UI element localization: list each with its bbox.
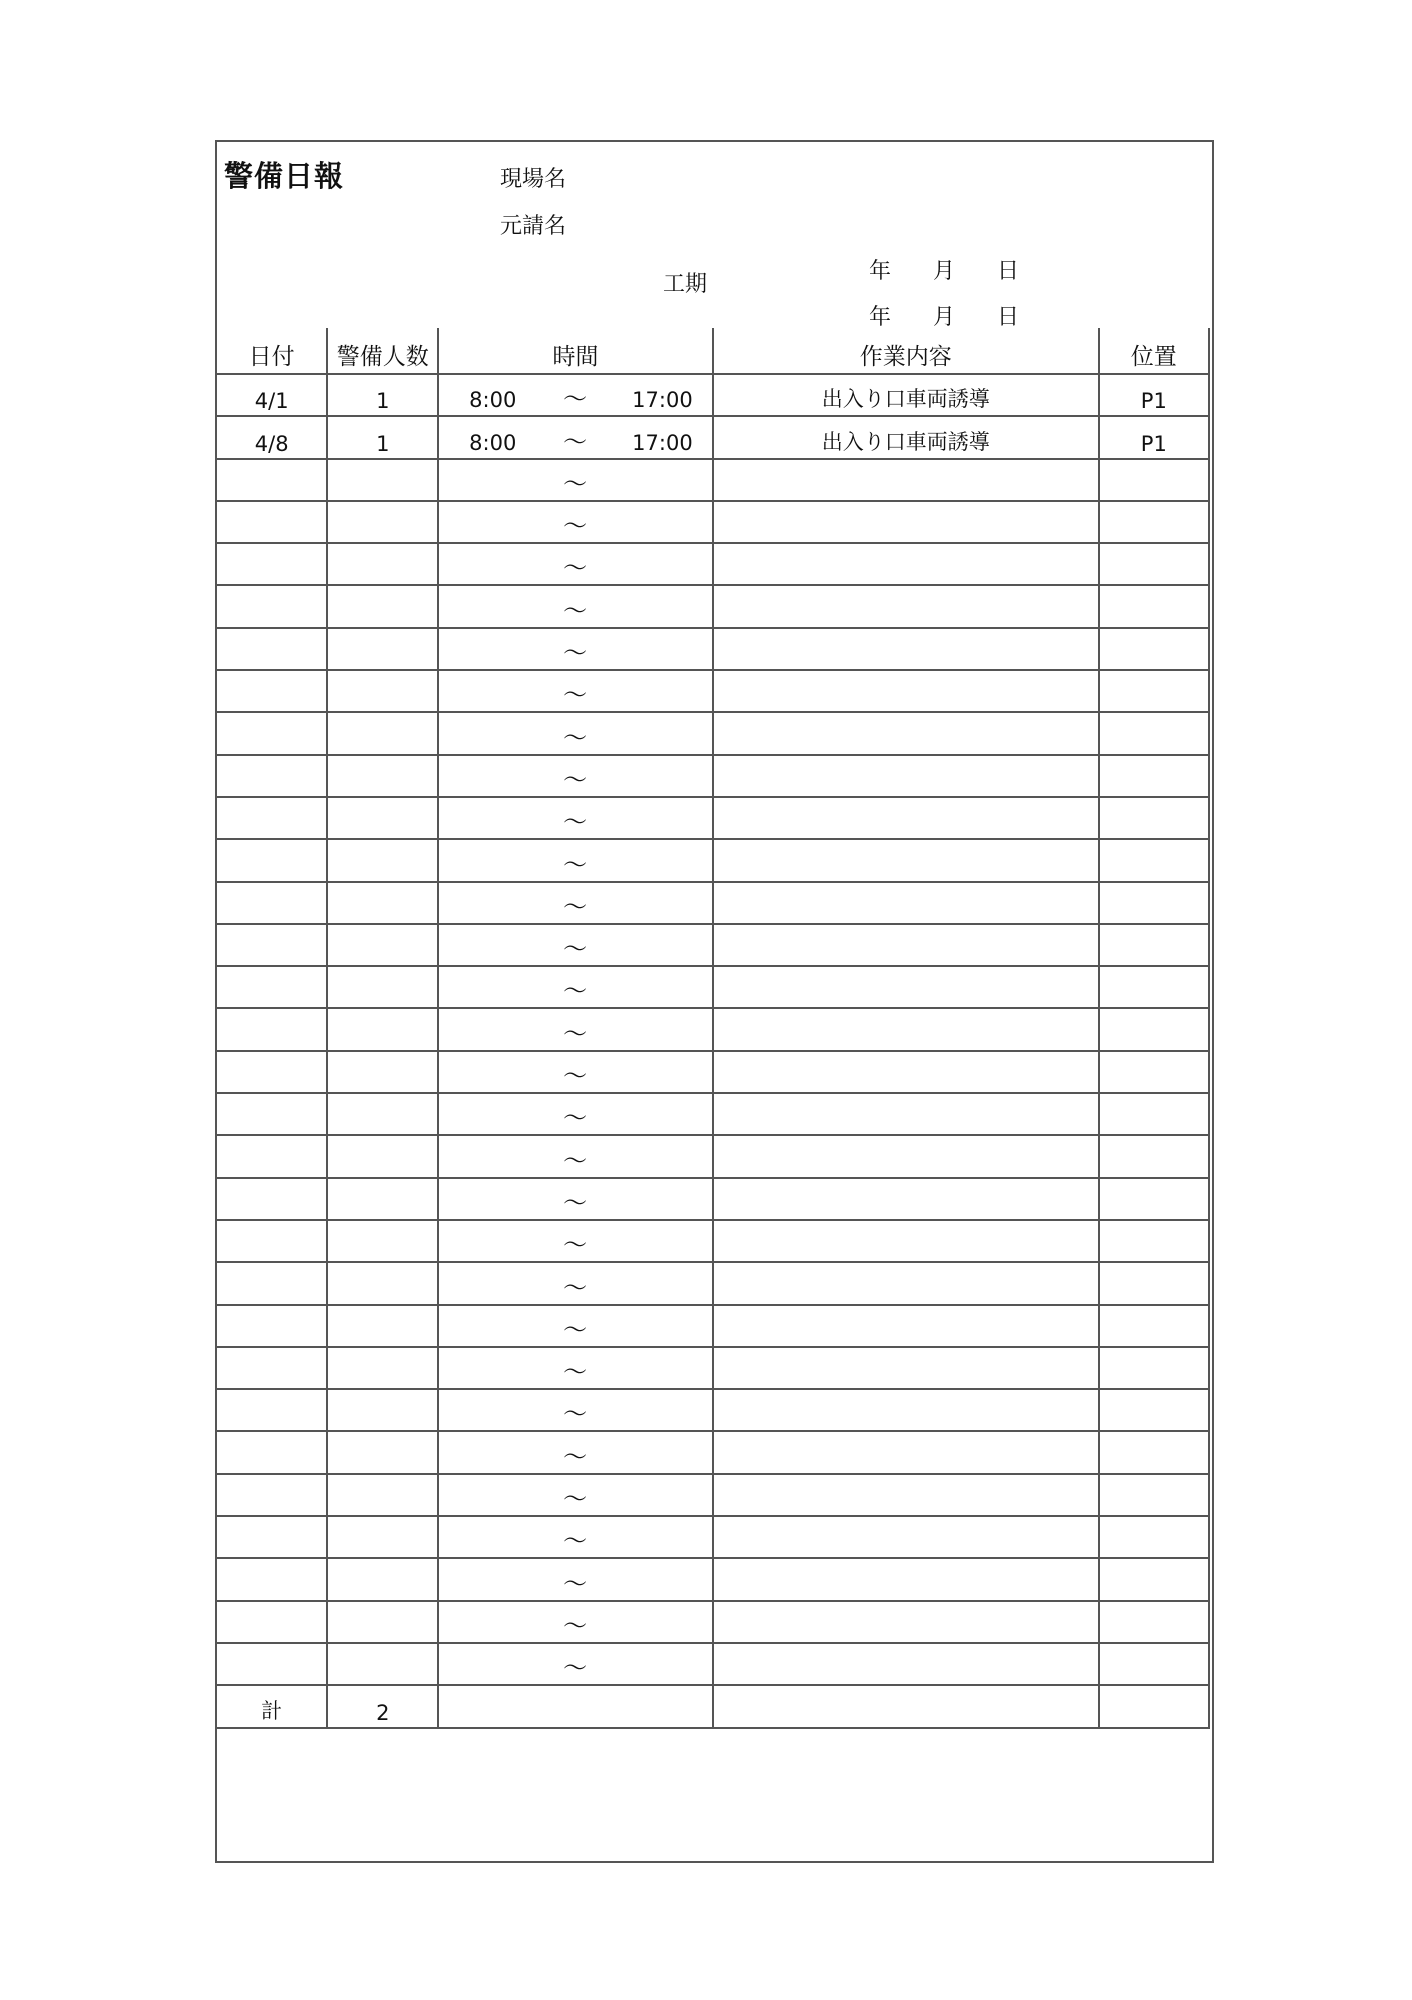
time-end: 17:00 [632, 388, 693, 413]
cell-work [713, 459, 1099, 501]
cell-position: P1 [1099, 374, 1209, 416]
cell-date [216, 628, 327, 670]
period-start-date: 年 月 日 [869, 259, 1019, 284]
cell-guard-count [327, 839, 438, 881]
cell-work [713, 1643, 1099, 1685]
time-end: 17:00 [632, 430, 693, 455]
time-separator: ～ [563, 596, 588, 625]
cell-guard-count [327, 755, 438, 797]
cell-guard-count [327, 1431, 438, 1473]
cell-time [438, 416, 713, 458]
cell-position [1099, 1262, 1209, 1304]
cell-date [216, 1558, 327, 1600]
table-row [216, 543, 1209, 585]
table-row [216, 1474, 1209, 1516]
cell-position [1099, 1516, 1209, 1558]
cell-date: 4/1 [216, 374, 327, 416]
table-row [216, 1262, 1209, 1304]
cell-work [713, 1051, 1099, 1093]
cell-guard-count [327, 1220, 438, 1262]
guard-daily-report-sheet [215, 140, 1214, 1863]
table-row [216, 1558, 1209, 1600]
cell-date [216, 1093, 327, 1135]
cell-position [1099, 1135, 1209, 1177]
cell-work [713, 1516, 1099, 1558]
table-header-row [216, 328, 1209, 374]
table-row [216, 1008, 1209, 1050]
cell-position [1099, 1305, 1209, 1347]
period-end-date: 年 月 日 [869, 305, 1019, 330]
cell-time [438, 1601, 713, 1643]
cell-position [1099, 585, 1209, 627]
time-separator: ～ [563, 723, 588, 752]
report-table [215, 328, 1210, 1729]
cell-date [216, 1389, 327, 1431]
table-row [216, 670, 1209, 712]
cell-position [1099, 459, 1209, 501]
col-header-work: 作業内容 [713, 328, 1099, 374]
cell-date [216, 1178, 327, 1220]
cell-date [216, 1643, 327, 1685]
time-separator: ～ [563, 977, 588, 1006]
cell-date [216, 966, 327, 1008]
time-separator: ～ [563, 512, 588, 541]
cell-time [438, 628, 713, 670]
cell-guard-count [327, 628, 438, 670]
cell-guard-count [327, 712, 438, 754]
cell-date [216, 1474, 327, 1516]
cell-time [438, 1347, 713, 1389]
cell-work [713, 712, 1099, 754]
cell-date [216, 839, 327, 881]
cell-guard-count [327, 882, 438, 924]
cell-date [216, 501, 327, 543]
table-row [216, 966, 1209, 1008]
construction-period-label: 工期 [663, 272, 708, 297]
cell-guard-count [327, 966, 438, 1008]
cell-time [438, 1220, 713, 1262]
cell-work [713, 839, 1099, 881]
site-name-label: 現場名 [500, 167, 567, 192]
table-row [216, 1220, 1209, 1262]
time-separator: ～ [563, 427, 588, 456]
time-separator: ～ [563, 1062, 588, 1091]
table-row [216, 1178, 1209, 1220]
cell-position [1099, 924, 1209, 966]
cell-position [1099, 1431, 1209, 1473]
cell-guard-count [327, 797, 438, 839]
time-start: 8:00 [469, 430, 517, 455]
cell-time [438, 459, 713, 501]
cell-guard-count [327, 1093, 438, 1135]
cell-guard-count [327, 1178, 438, 1220]
col-header-position: 位置 [1099, 328, 1209, 374]
time-start: 8:00 [469, 388, 517, 413]
cell-guard-count [327, 670, 438, 712]
cell-position [1099, 966, 1209, 1008]
cell-time [438, 1474, 713, 1516]
cell-work [713, 755, 1099, 797]
cell-time [438, 1008, 713, 1050]
time-separator: ～ [563, 1019, 588, 1048]
cell-work [713, 628, 1099, 670]
time-separator: ～ [563, 1611, 588, 1640]
cell-time [438, 1135, 713, 1177]
time-separator: ～ [563, 1231, 588, 1260]
cell-time [438, 1431, 713, 1473]
table-row [216, 1305, 1209, 1347]
cell-date [216, 1262, 327, 1304]
table-row [216, 1431, 1209, 1473]
cell-time [438, 1389, 713, 1431]
cell-date [216, 543, 327, 585]
cell-position [1099, 1051, 1209, 1093]
cell-work [713, 924, 1099, 966]
time-separator: ～ [563, 892, 588, 921]
cell-work [713, 1008, 1099, 1050]
cell-work [713, 882, 1099, 924]
cell-time [438, 966, 713, 1008]
cell-guard-count [327, 924, 438, 966]
cell-date [216, 1431, 327, 1473]
time-separator: ～ [563, 1104, 588, 1133]
time-separator: ～ [563, 554, 588, 583]
cell-position [1099, 501, 1209, 543]
cell-work [713, 1558, 1099, 1600]
cell-position [1099, 543, 1209, 585]
cell-work [713, 1262, 1099, 1304]
cell-position [1099, 628, 1209, 670]
cell-date [216, 1220, 327, 1262]
cell-position [1099, 1008, 1209, 1050]
table-row [216, 1601, 1209, 1643]
table-row [216, 924, 1209, 966]
cell-position [1099, 797, 1209, 839]
time-separator: ～ [563, 765, 588, 794]
cell-position [1099, 670, 1209, 712]
col-header-time: 時間 [438, 328, 713, 374]
cell-time [438, 882, 713, 924]
cell-guard-count [327, 1347, 438, 1389]
cell-guard-count [327, 1051, 438, 1093]
cell-date [216, 797, 327, 839]
cell-work [713, 543, 1099, 585]
cell-work [713, 1178, 1099, 1220]
cell-time [438, 1643, 713, 1685]
table-row [216, 1643, 1209, 1685]
table-row [216, 882, 1209, 924]
cell-date [216, 1051, 327, 1093]
cell-position [1099, 1389, 1209, 1431]
cell-guard-count [327, 543, 438, 585]
cell-date [216, 459, 327, 501]
cell-work [713, 966, 1099, 1008]
cell-work [713, 1135, 1099, 1177]
report-header [217, 142, 1212, 328]
time-separator: ～ [563, 1442, 588, 1471]
table-row [216, 628, 1209, 670]
time-separator: ～ [563, 1315, 588, 1344]
cell-work [713, 1305, 1099, 1347]
cell-date [216, 585, 327, 627]
cell-date [216, 670, 327, 712]
time-separator: ～ [563, 1188, 588, 1217]
cell-position: P1 [1099, 416, 1209, 458]
total-row [216, 1685, 1209, 1727]
time-separator: ～ [563, 1400, 588, 1429]
total-label: 計 [216, 1685, 327, 1727]
cell-position [1099, 839, 1209, 881]
page-title: 警備日報 [224, 159, 345, 193]
cell-work: 出入り口車両誘導 [713, 374, 1099, 416]
table-row [216, 1347, 1209, 1389]
cell-position [1099, 1685, 1209, 1727]
cell-time [438, 755, 713, 797]
cell-date [216, 1347, 327, 1389]
cell-work [713, 1220, 1099, 1262]
cell-date [216, 755, 327, 797]
time-separator: ～ [563, 808, 588, 837]
table-row [216, 1051, 1209, 1093]
cell-date [216, 1516, 327, 1558]
cell-position [1099, 712, 1209, 754]
table-row [216, 1093, 1209, 1135]
table-row [216, 712, 1209, 754]
cell-time [438, 712, 713, 754]
time-separator: ～ [563, 850, 588, 879]
cell-date [216, 882, 327, 924]
cell-position [1099, 1178, 1209, 1220]
cell-work [713, 1685, 1099, 1727]
time-separator: ～ [563, 1654, 588, 1683]
col-header-guard-count: 警備人数 [327, 328, 438, 374]
cell-work [713, 1389, 1099, 1431]
table-row [216, 459, 1209, 501]
cell-guard-count [327, 501, 438, 543]
cell-time [438, 543, 713, 585]
cell-guard-count [327, 1558, 438, 1600]
col-header-date: 日付 [216, 328, 327, 374]
cell-work [713, 1474, 1099, 1516]
cell-time [438, 501, 713, 543]
cell-date [216, 1135, 327, 1177]
cell-time [438, 839, 713, 881]
cell-time [438, 374, 713, 416]
time-separator: ～ [563, 385, 588, 414]
cell-time [438, 1051, 713, 1093]
time-separator: ～ [563, 935, 588, 964]
cell-guard-count [327, 1262, 438, 1304]
cell-work [713, 501, 1099, 543]
cell-guard-count: 1 [327, 374, 438, 416]
cell-position [1099, 1347, 1209, 1389]
cell-time [438, 1093, 713, 1135]
cell-time [438, 585, 713, 627]
cell-guard-count [327, 1008, 438, 1050]
cell-position [1099, 1558, 1209, 1600]
total-guard-count: 2 [327, 1685, 438, 1727]
cell-work: 出入り口車両誘導 [713, 416, 1099, 458]
cell-work [713, 585, 1099, 627]
time-separator: ～ [563, 1146, 588, 1175]
time-separator: ～ [563, 1358, 588, 1387]
table-row [216, 1389, 1209, 1431]
time-separator: ～ [563, 639, 588, 668]
cell-guard-count [327, 1305, 438, 1347]
time-separator: ～ [563, 1273, 588, 1302]
time-separator: ～ [563, 1527, 588, 1556]
cell-position [1099, 1093, 1209, 1135]
cell-work [713, 797, 1099, 839]
cell-date [216, 1601, 327, 1643]
cell-guard-count [327, 1643, 438, 1685]
time-separator: ～ [563, 1569, 588, 1598]
table-row [216, 755, 1209, 797]
table-row [216, 585, 1209, 627]
time-separator: ～ [563, 681, 588, 710]
cell-position [1099, 882, 1209, 924]
cell-time [438, 670, 713, 712]
table-row [216, 797, 1209, 839]
cell-date [216, 712, 327, 754]
cell-guard-count: 1 [327, 416, 438, 458]
cell-position [1099, 1601, 1209, 1643]
time-separator: ～ [563, 1485, 588, 1514]
cell-work [713, 670, 1099, 712]
contractor-name-label: 元請名 [500, 214, 567, 239]
cell-time [438, 1305, 713, 1347]
cell-guard-count [327, 1389, 438, 1431]
time-separator: ～ [563, 469, 588, 498]
cell-time [438, 1178, 713, 1220]
table-row [216, 839, 1209, 881]
cell-date [216, 1305, 327, 1347]
table-row [216, 374, 1209, 416]
table-row [216, 501, 1209, 543]
cell-guard-count [327, 459, 438, 501]
table-row [216, 1516, 1209, 1558]
cell-position [1099, 1474, 1209, 1516]
cell-time [438, 797, 713, 839]
cell-guard-count [327, 585, 438, 627]
cell-work [713, 1347, 1099, 1389]
cell-work [713, 1093, 1099, 1135]
table-row [216, 1135, 1209, 1177]
cell-position [1099, 1643, 1209, 1685]
table-row [216, 416, 1209, 458]
cell-date: 4/8 [216, 416, 327, 458]
cell-date [216, 1008, 327, 1050]
cell-guard-count [327, 1135, 438, 1177]
cell-guard-count [327, 1516, 438, 1558]
cell-guard-count [327, 1474, 438, 1516]
cell-work [713, 1601, 1099, 1643]
cell-position [1099, 755, 1209, 797]
cell-time [438, 1516, 713, 1558]
cell-work [713, 1431, 1099, 1473]
cell-position [1099, 1220, 1209, 1262]
cell-time [438, 1685, 713, 1727]
cell-date [216, 924, 327, 966]
cell-time [438, 1558, 713, 1600]
cell-time [438, 1262, 713, 1304]
cell-guard-count [327, 1601, 438, 1643]
cell-time [438, 924, 713, 966]
